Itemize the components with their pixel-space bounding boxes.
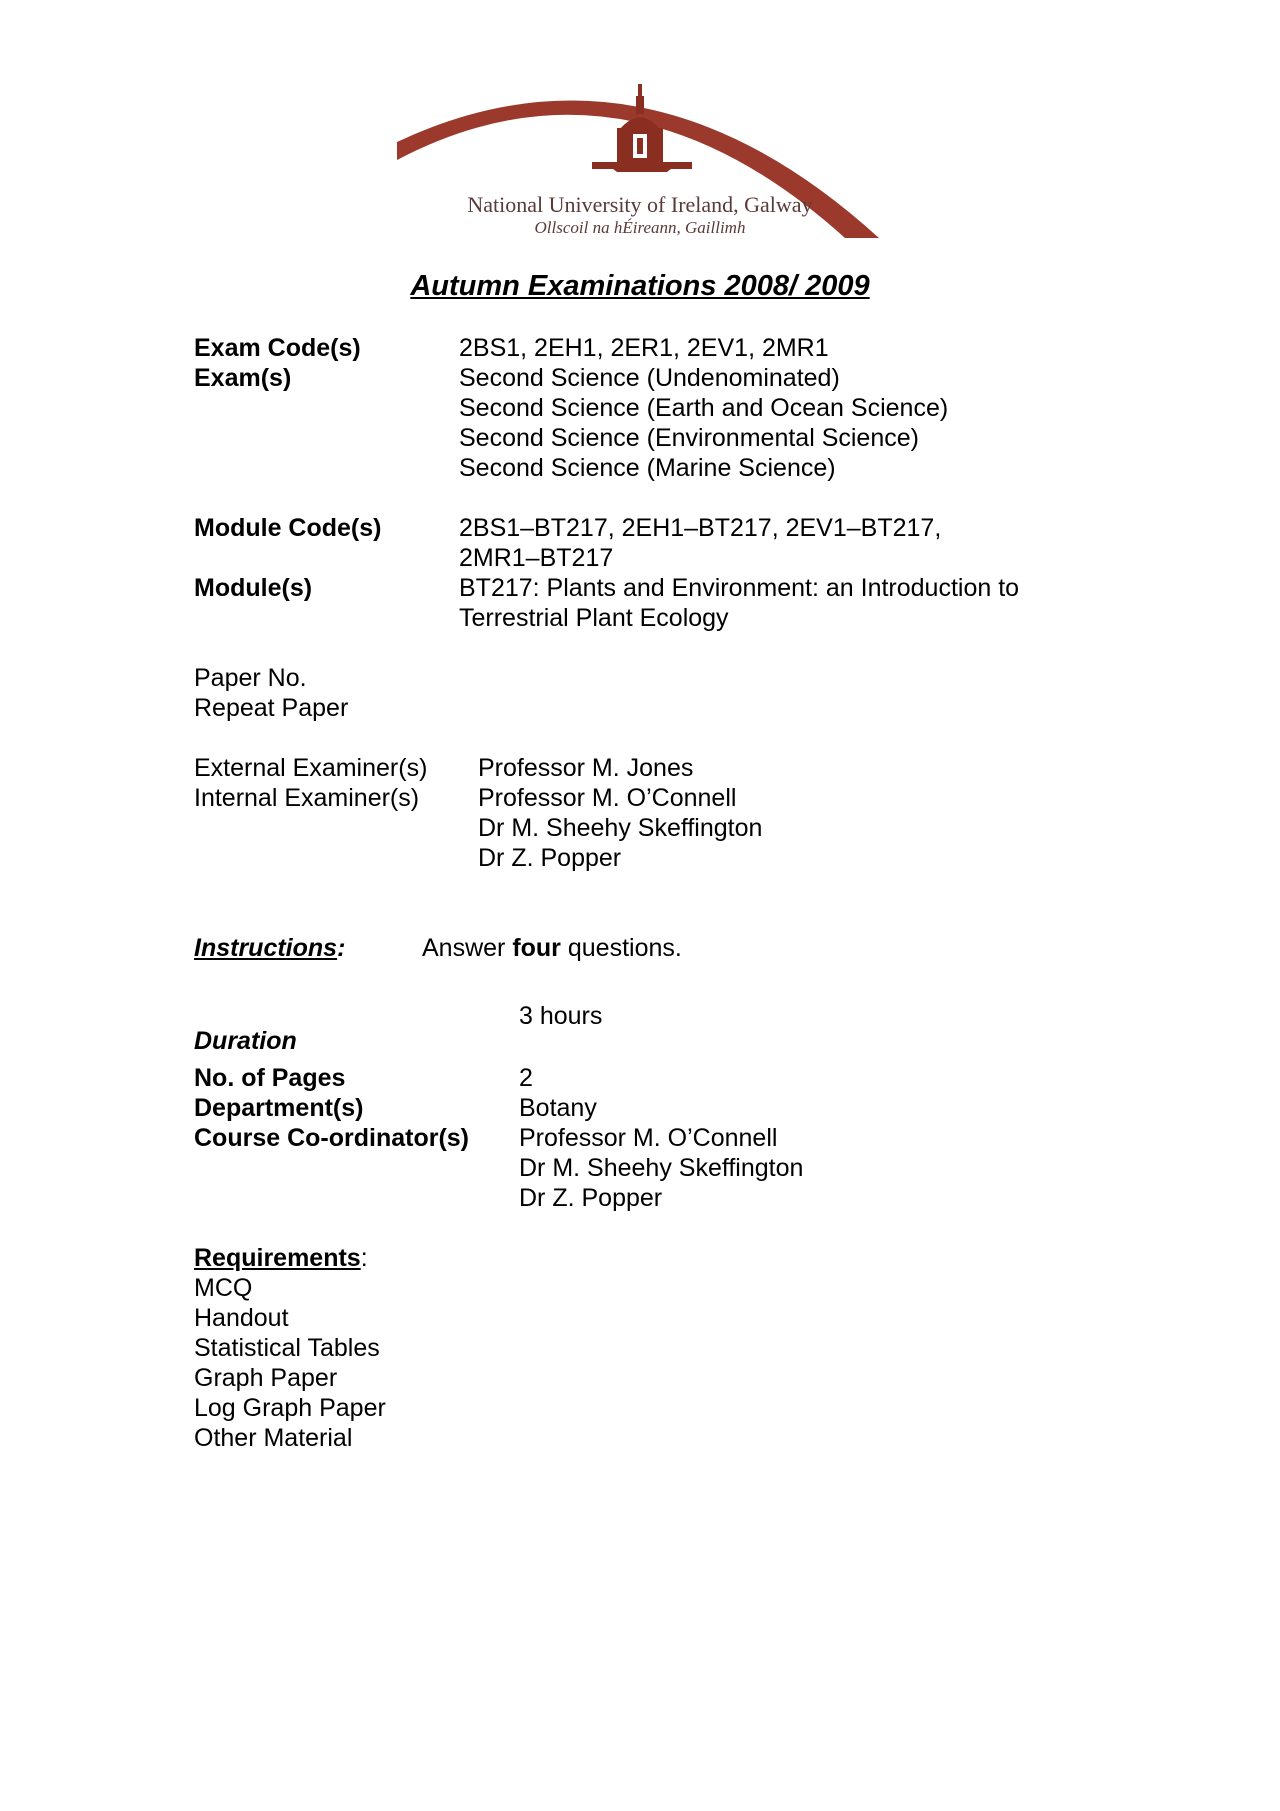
logo-university-name: National University of Ireland, Galway (467, 192, 813, 217)
detail-labels (194, 1063, 469, 1153)
pages-value: 2 (519, 1064, 533, 1092)
coordinator-name: Professor M. O’Connell (519, 1124, 778, 1152)
exam-item: Second Science (Earth and Ocean Science) (459, 394, 949, 422)
requirements-label: Requirements (194, 1244, 361, 1272)
requirement-item: Other Material (194, 1424, 353, 1452)
requirements-heading (194, 1243, 368, 1273)
duration-value: 3 hours (519, 1002, 603, 1030)
examiner-name: Dr Z. Popper (478, 844, 622, 872)
module-line: Terrestrial Plant Ecology (459, 604, 729, 632)
requirement-item: Graph Paper (194, 1364, 338, 1392)
exam-label: Exam(s) (194, 364, 292, 392)
instructions-text-end: questions. (560, 934, 682, 962)
coordinator-label: Course Co-ordinator(s) (194, 1124, 469, 1152)
detail-values (519, 1063, 803, 1213)
instructions-heading (194, 933, 345, 963)
module-code-values (459, 513, 941, 573)
examiner-labels (194, 753, 427, 813)
instructions-count: four (512, 934, 561, 962)
examiner-name: Professor M. Jones (478, 754, 694, 782)
paper-section (194, 663, 348, 723)
exam-item: Second Science (Environmental Science) (459, 424, 919, 452)
exam-item: Second Science (Undenominated) (459, 364, 840, 392)
logo-university-name-irish: Ollscoil na hÉireann, Gaillimh (534, 218, 746, 237)
paper-no-label: Paper No. (194, 664, 307, 692)
module-code-label: Module Code(s) (194, 514, 382, 542)
module-code-line: 2BS1–BT217, 2EH1–BT217, 2EV1–BT217, (459, 514, 942, 542)
requirement-item: Statistical Tables (194, 1334, 380, 1362)
module-values (459, 573, 1019, 633)
pages-label: No. of Pages (194, 1064, 346, 1092)
exam-item: Second Science (Marine Science) (459, 454, 836, 482)
coordinator-name: Dr Z. Popper (519, 1184, 663, 1212)
requirements-colon: : (360, 1244, 368, 1272)
exam-code-label: Exam Code(s) (194, 334, 361, 362)
requirement-item: Handout (194, 1304, 289, 1332)
department-label: Department(s) (194, 1094, 364, 1122)
instructions-colon: : (337, 934, 346, 962)
exam-list (459, 363, 948, 483)
requirements-list (194, 1273, 386, 1453)
requirement-item: MCQ (194, 1274, 253, 1302)
duration-label: Duration (194, 1027, 297, 1055)
internal-examiner-label: Internal Examiner(s) (194, 784, 420, 812)
repeat-paper-label: Repeat Paper (194, 694, 349, 722)
module-line: BT217: Plants and Environment: an Introduction to (459, 574, 1020, 602)
examiner-name: Professor M. O’Connell (478, 784, 737, 812)
module-code-line: 2MR1–BT217 (459, 544, 614, 572)
instructions-label: Instructions (194, 934, 338, 962)
instructions-text-start: Answer (422, 934, 513, 962)
instructions-text (422, 933, 682, 963)
department-value: Botany (519, 1094, 597, 1122)
page-title: Autumn Examinations 2008/ 2009 (410, 270, 870, 302)
coordinator-name: Dr M. Sheehy Skeffington (519, 1154, 804, 1182)
requirement-item: Log Graph Paper (194, 1394, 386, 1422)
university-logo (395, 80, 885, 240)
examiner-name: Dr M. Sheehy Skeffington (478, 814, 763, 842)
external-examiner-label: External Examiner(s) (194, 754, 428, 782)
examiner-names (478, 753, 762, 873)
module-label: Module(s) (194, 574, 313, 602)
exam-code-value: 2BS1, 2EH1, 2ER1, 2EV1, 2MR1 (459, 334, 829, 362)
